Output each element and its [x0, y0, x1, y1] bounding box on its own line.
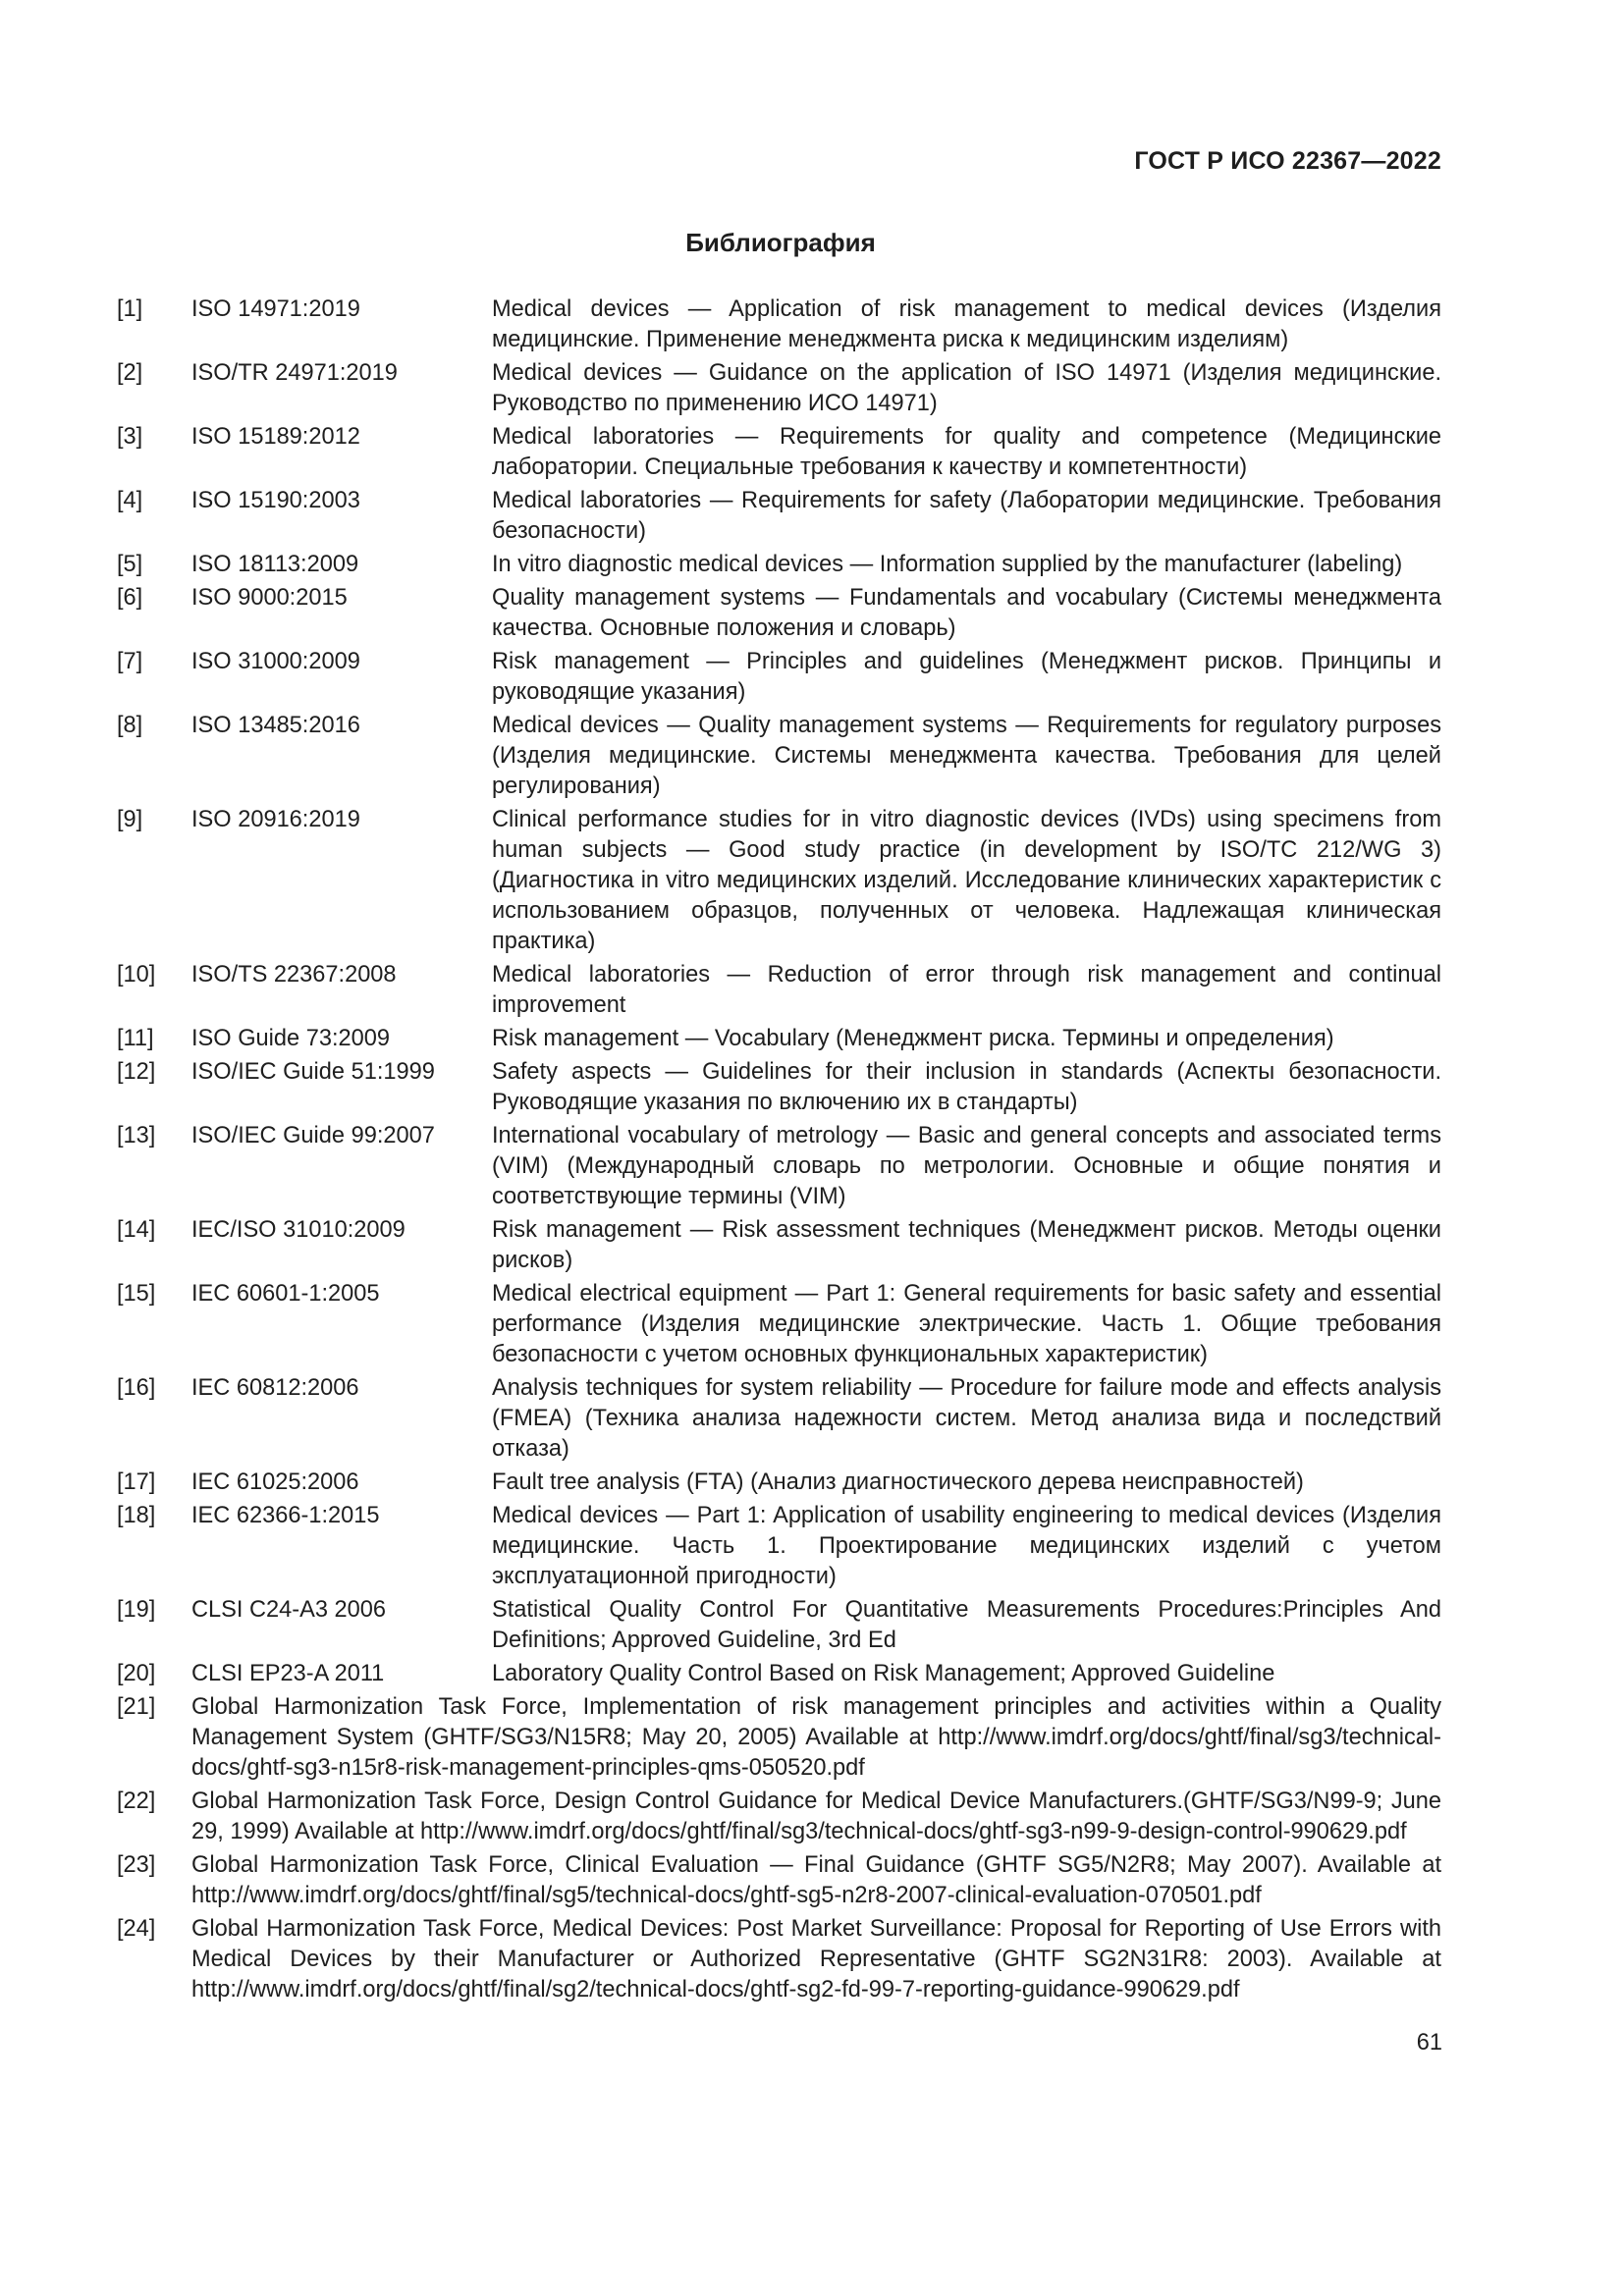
entry-standard-code: ISO Guide 73:2009: [191, 1026, 390, 1051]
entry-standard-code: IEC 61025:2006: [191, 1469, 359, 1495]
entry-title: Medical devices — Guidance on the application of ISO 14971 (Изделия медицинские. Руководство по применению ИСО 14971): [492, 360, 1441, 416]
entry-number: [7]: [117, 649, 143, 674]
entry-number: [18]: [117, 1503, 156, 1528]
entry-standard-code: ISO 14971:2019: [191, 296, 360, 322]
entry-title: Medical laboratories — Reduction of error through risk management and continual improvement: [492, 962, 1441, 1018]
entry-number: [20]: [117, 1661, 156, 1686]
entry-standard-code: ISO 18113:2009: [191, 552, 359, 577]
entry-standard-code: ISO/TS 22367:2008: [191, 962, 397, 988]
entry-standard-code: ISO 31000:2009: [191, 649, 360, 674]
entry-number: [14]: [117, 1217, 156, 1243]
entry-number: [8]: [117, 713, 143, 738]
bibliography-list: [117, 294, 1441, 2008]
bibliography-entry: [117, 294, 1441, 355]
entry-number: [9]: [117, 807, 143, 832]
bibliography-entry: [117, 1279, 1441, 1370]
entry-title: In vitro diagnostic medical devices — Information supplied by the manufacturer (labeling): [492, 552, 1403, 577]
entry-title: Fault tree analysis (FTA) (Анализ диагностического дерева неисправностей): [492, 1469, 1304, 1495]
bibliography-entry: [117, 1468, 1441, 1498]
bibliography-entry-wide: [117, 1850, 1441, 1911]
entry-number: [24]: [117, 1916, 156, 1942]
entry-citation: Global Harmonization Task Force, Medical Devices: Post Market Surveillance: Proposal for Reporting of Use Errors with Medical Devices by their Manufacturer or Authorized Representative (GHTF SG2N31R8: 2003). Available at http://www.imdrf.org/docs/ghtf/final/sg2/technical-docs/ghtf-sg2-fd-99-7-reporting-guidance-990629.pdf: [191, 1916, 1441, 2002]
entry-number: [12]: [117, 1059, 156, 1085]
entry-standard-code: ISO/TR 24971:2019: [191, 360, 398, 386]
entry-title: Clinical performance studies for in vitro diagnostic devices (IVDs) using specimens from human subjects — Good study practice (in development by ISO/TC 212/WG 3) (Диагностика in vitro медицинских изделий. Исследование клинических характеристик с использованием образцов, полученных от человека. Надлежащая клиническая практика): [492, 807, 1441, 954]
entry-title: Risk management — Risk assessment techniques (Менеджмент рисков. Методы оценки рисков): [492, 1217, 1441, 1273]
entry-title: Medical laboratories — Requirements for safety (Лаборатории медицинские. Требования безопасности): [492, 488, 1441, 544]
bibliography-entry: [117, 486, 1441, 547]
bibliography-title: Библиография: [685, 228, 876, 257]
document-code-header: ГОСТ Р ИСО 22367—2022: [1134, 147, 1441, 175]
entry-number: [3]: [117, 424, 143, 450]
entry-title: Medical devices — Part 1: Application of usability engineering to medical devices (Изделия медицинские. Часть 1. Проектирование медицинских изделий с учетом эксплуатационной пригодности): [492, 1503, 1441, 1589]
entry-number: [21]: [117, 1694, 156, 1720]
entry-number: [23]: [117, 1852, 156, 1878]
page-number: 61: [1416, 2030, 1442, 2056]
entry-standard-code: ISO 15189:2012: [191, 424, 360, 450]
entry-standard-code: ISO/IEC Guide 51:1999: [191, 1059, 435, 1085]
bibliography-entry: [117, 1024, 1441, 1054]
entry-standard-code: ISO 9000:2015: [191, 585, 348, 611]
entry-title: Medical devices — Quality management systems — Requirements for regulatory purposes (Изделия медицинские. Системы менеджмента качества. Требования для целей регулирования): [492, 713, 1441, 799]
bibliography-entry: [117, 583, 1441, 644]
entry-title: Analysis techniques for system reliability — Procedure for failure mode and effects analysis (FMEA) (Техника анализа надежности систем. Метод анализа вида и последствий отказа): [492, 1375, 1441, 1462]
entry-standard-code: ISO 15190:2003: [191, 488, 360, 513]
bibliography-entry: [117, 711, 1441, 802]
entry-title: Laboratory Quality Control Based on Risk Management; Approved Guideline: [492, 1661, 1275, 1686]
bibliography-entry-wide: [117, 1914, 1441, 2005]
entry-citation: Global Harmonization Task Force, Implementation of risk management principles and activities within a Quality Management System (GHTF/SG3/N15R8; May 20, 2005) Available at http://www.imdrf.org/docs/ghtf/final/sg3/technical-docs/ghtf-sg3-n15r8-risk-management-principles-qms-050520.pdf: [191, 1694, 1441, 1781]
bibliography-entry-wide: [117, 1787, 1441, 1847]
entry-number: [4]: [117, 488, 143, 513]
entry-standard-code: IEC 62366-1:2015: [191, 1503, 380, 1528]
entry-number: [2]: [117, 360, 143, 386]
entry-number: [6]: [117, 585, 143, 611]
entry-title: Risk management — Principles and guidelines (Менеджмент рисков. Принципы и руководящие указания): [492, 649, 1441, 705]
bibliography-entry: [117, 960, 1441, 1021]
bibliography-entry: [117, 422, 1441, 483]
entry-number: [13]: [117, 1123, 156, 1148]
bibliography-entry: [117, 1057, 1441, 1118]
entry-number: [10]: [117, 962, 156, 988]
bibliography-entry: [117, 1659, 1441, 1689]
entry-standard-code: IEC 60601-1:2005: [191, 1281, 380, 1307]
entry-number: [5]: [117, 552, 143, 577]
bibliography-entry-wide: [117, 1692, 1441, 1784]
entry-standard-code: ISO/IEC Guide 99:2007: [191, 1123, 435, 1148]
entry-title: Medical electrical equipment — Part 1: General requirements for basic safety and essential performance (Изделия медицинские электрические. Часть 1. Общие требования безопасности с учетом основных функциональных характеристик): [492, 1281, 1441, 1367]
entry-number: [22]: [117, 1789, 156, 1814]
entry-number: [1]: [117, 296, 143, 322]
bibliography-entry: [117, 647, 1441, 708]
entry-number: [16]: [117, 1375, 156, 1401]
entry-standard-code: IEC/ISO 31010:2009: [191, 1217, 406, 1243]
bibliography-entry: [117, 550, 1441, 580]
entry-number: [19]: [117, 1597, 156, 1623]
bibliography-entry: [117, 1373, 1441, 1465]
entry-title: Medical devices — Application of risk management to medical devices (Изделия медицинские. Применение менеджмента риска к медицинским изделиям): [492, 296, 1441, 352]
entry-standard-code: ISO 13485:2016: [191, 713, 360, 738]
bibliography-entry: [117, 358, 1441, 419]
entry-title: Risk management — Vocabulary (Менеджмент риска. Термины и определения): [492, 1026, 1334, 1051]
entry-standard-code: CLSI EP23-A 2011: [191, 1661, 385, 1686]
bibliography-entry: [117, 1501, 1441, 1592]
entry-standard-code: CLSI C24-A3 2006: [191, 1597, 387, 1623]
entry-title: Medical laboratories — Requirements for quality and competence (Медицинские лаборатории. Специальные требования к качеству и компетентности): [492, 424, 1441, 480]
entry-number: [17]: [117, 1469, 156, 1495]
entry-citation: Global Harmonization Task Force, Clinical Evaluation — Final Guidance (GHTF SG5/N2R8; May 2007). Available at http://www.imdrf.org/docs/ghtf/final/sg5/technical-docs/ghtf-sg5-n2r8-2007-clinical-evaluation-070501.pdf: [191, 1852, 1441, 1908]
bibliography-entry: [117, 1215, 1441, 1276]
entry-title: Quality management systems — Fundamentals and vocabulary (Системы менеджмента качества. Основные положения и словарь): [492, 585, 1441, 641]
entry-title: International vocabulary of metrology — Basic and general concepts and associated terms (VIM) (Международный словарь по метрологии. Основные и общие понятия и соответствующие термины (VIM): [492, 1123, 1441, 1209]
entry-citation: Global Harmonization Task Force, Design Control Guidance for Medical Device Manufacturers.(GHTF/SG3/N99-9; June 29, 1999) Available at http://www.imdrf.org/docs/ghtf/final/sg3/technical-docs/ghtf-sg3-n99-9-design-control-990629.pdf: [191, 1789, 1441, 1844]
entry-title: Safety aspects — Guidelines for their inclusion in standards (Аспекты безопасности. Руководящие указания по включению их в стандарты): [492, 1059, 1441, 1115]
bibliography-entry: [117, 1121, 1441, 1212]
entry-standard-code: ISO 20916:2019: [191, 807, 360, 832]
bibliography-entry: [117, 805, 1441, 957]
entry-number: [11]: [117, 1026, 154, 1051]
entry-number: [15]: [117, 1281, 156, 1307]
bibliography-entry: [117, 1595, 1441, 1656]
entry-standard-code: IEC 60812:2006: [191, 1375, 359, 1401]
entry-title: Statistical Quality Control For Quantitative Measurements Procedures:Principles And Definitions; Approved Guideline, 3rd Ed: [492, 1597, 1441, 1653]
